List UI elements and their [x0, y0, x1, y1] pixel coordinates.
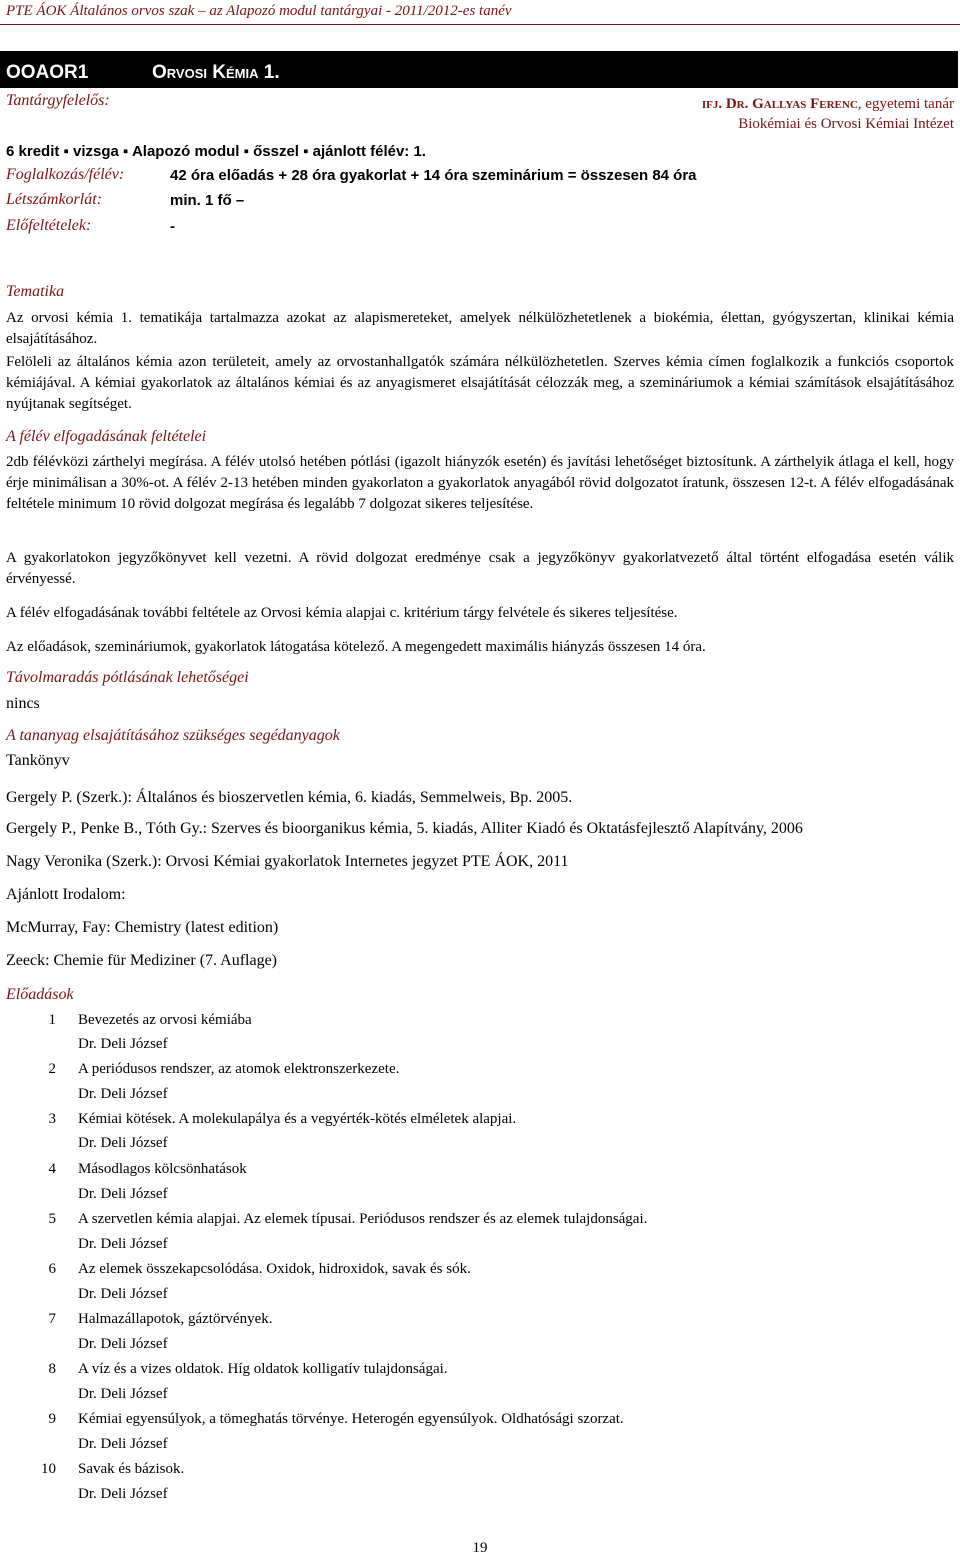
- lecture-number: 2: [48, 1061, 56, 1077]
- lecture-title: A víz és a vizes oldatok. Híg oldatok kolligatív tulajdonságai.: [78, 1361, 448, 1377]
- felev-paragraph-3: A félév elfogadásának további feltétele az Orvosi kémia alapjai c. kritérium tárgy felvétele és sikeres teljesítése.: [6, 605, 678, 621]
- tematika-paragraph-2: Felöleli az általános kémia azon területeit, amely az orvostanhallgatók számára nélkülözhetetlen. Szerves kémia címen foglalkozik a funkciós csoportok kémiájával. A kémiai gyakorlatok az általános kémiai és az anyagismeret elsajátítását célozzák meg, a szemináriumok a kémiai számítások elsajátításához nyújtanak segítséget.: [6, 354, 954, 412]
- lecture-number: 5: [48, 1211, 56, 1227]
- lecture-lecturer: Dr. Deli József: [78, 1186, 168, 1202]
- lecture-title: Kémiai kötések. A molekulapálya és a vegyérték-kötés elméletek alapjai.: [78, 1111, 517, 1127]
- lecture-title: Kémiai egyensúlyok, a tömeghatás törvénye. Heterogén egyensúlyok. Oldhatósági szorzat.: [78, 1411, 624, 1427]
- lecture-number: 6: [48, 1261, 56, 1277]
- limit-label: Létszámkorlát:: [6, 191, 102, 208]
- lecture-lecturer: Dr. Deli József: [78, 1135, 168, 1151]
- tankonyv-label: Tankönyv: [6, 752, 70, 769]
- lecture-number: 3: [48, 1111, 56, 1127]
- section-tematika: Tematika: [6, 283, 65, 300]
- felev-paragraph-4: Az előadások, szemináriumok, gyakorlatok látogatása kötelező. A megengedett maximális hiányzás összesen 14 óra.: [6, 639, 706, 655]
- lecture-lecturer: Dr. Deli József: [78, 1336, 168, 1352]
- book-item: Gergely P. (Szerk.): Általános és bioszervetlen kémia, 6. kiadás, Semmelweis, Bp. 2005.: [6, 789, 573, 806]
- felev-paragraph-1: 2db félévközi zárthelyi megírása. A félév utolsó hetében pótlási (igazolt hiányzók esetén) és javítási lehetőséget biztosítunk. A zárthelyik átlaga el kell, hogy érje minimálisan a 30%-ot. A félév 2-13 hetében minden gyakorlaton a gyakorlatok anyagából rövid dolgozatot íratunk, összesen 12-t. A félév elfogadásának feltétele minimum 10 rövid dolgozat megírása és legalább 7 dolgozat sikeres teljesítése.: [6, 454, 954, 512]
- lecture-number: 7: [48, 1311, 56, 1327]
- limit-value: min. 1 fő –: [170, 192, 245, 209]
- responsible-block: [702, 94, 954, 134]
- recommended-label: Ajánlott Irodalom:: [6, 886, 126, 903]
- lecture-title: A periódusos rendszer, az atomok elektronszerkezete.: [78, 1061, 400, 1077]
- recommended-item: Zeeck: Chemie für Mediziner (7. Auflage): [6, 952, 277, 969]
- tavolmaradas-value: nincs: [6, 695, 40, 712]
- course-code: OOAOR1: [6, 62, 89, 83]
- felev-paragraph-2: A gyakorlatokon jegyzőkönyvet kell vezetni. A rövid dolgozat eredménye csak a jegyzőkönyv gyakorlatvezető által történt elfogadása esetén válik érvényessé.: [6, 550, 954, 587]
- tematika-paragraph-1: Az orvosi kémia 1. tematikája tartalmazza azokat az alapismereteket, amelyek nélkülözhetetlenek a biokémia, élettan, gyógyszertan, klinikai kémia elsajátításához.: [6, 310, 954, 347]
- book-item: Nagy Veronika (Szerk.): Orvosi Kémiai gyakorlatok Internetes jegyzet PTE ÁOK, 2011: [6, 853, 569, 870]
- course-title: Orvosi Kémia 1.: [152, 62, 280, 83]
- lecture-lecturer: Dr. Deli József: [78, 1036, 168, 1052]
- header-rule: [0, 24, 960, 25]
- lecture-title: Halmazállapotok, gáztörvények.: [78, 1311, 273, 1327]
- lecture-title: Bevezetés az orvosi kémiába: [78, 1012, 252, 1028]
- lecture-number: 9: [48, 1411, 56, 1427]
- page-header: PTE ÁOK Általános orvos szak – az Alapozó modul tantárgyai - 2011/2012-es tanév: [6, 3, 512, 19]
- section-segedanyag: A tananyag elsajátításához szükséges segédanyagok: [6, 727, 340, 744]
- lecture-title: Az elemek összekapcsolódása. Oxidok, hidroxidok, savak és sók.: [78, 1261, 471, 1277]
- section-eloadasok: Előadások: [6, 986, 74, 1003]
- lecture-lecturer: Dr. Deli József: [78, 1236, 168, 1252]
- lecture-number: 4: [48, 1161, 56, 1177]
- lecture-number: 10: [41, 1461, 56, 1477]
- section-felev: A félév elfogadásának feltételei: [6, 428, 207, 445]
- prereq-value: -: [170, 218, 175, 235]
- section-tavolmaradas: Távolmaradás pótlásának lehetőségei: [6, 669, 249, 686]
- responsible-title: , egyetemi tanár: [857, 96, 954, 112]
- lecture-title: A szervetlen kémia alapjai. Az elemek típusai. Periódusos rendszer és az elemek tulajdonságai.: [78, 1211, 648, 1227]
- course-banner: [0, 51, 958, 88]
- course-info-line: 6 kredit ▪ vizsga ▪ Alapozó modul ▪ ősszel ▪ ajánlott félév: 1.: [6, 143, 426, 160]
- lecture-number: 8: [48, 1361, 56, 1377]
- lecture-lecturer: Dr. Deli József: [78, 1386, 168, 1402]
- page-number: 19: [472, 1540, 488, 1556]
- prereq-label: Előfeltételek:: [6, 217, 92, 234]
- lecture-lecturer: Dr. Deli József: [78, 1286, 168, 1302]
- lecture-lecturer: Dr. Deli József: [78, 1486, 168, 1502]
- hours-value: 42 óra előadás + 28 óra gyakorlat + 14 óra szeminárium = összesen 84 óra: [170, 167, 697, 184]
- book-item: Gergely P., Penke B., Tóth Gy.: Szerves és bioorganikus kémia, 5. kiadás, Alliter Kiadó és Oktatásfejlesztő Alapítvány, 2006: [6, 820, 803, 837]
- responsible-name: ifj. Dr. Gallyas Ferenc: [701, 96, 858, 112]
- lecture-title: Savak és bázisok.: [78, 1461, 185, 1477]
- lecture-lecturer: Dr. Deli József: [78, 1086, 168, 1102]
- responsible-label: Tantárgyfelelős:: [6, 92, 110, 109]
- lecture-lecturer: Dr. Deli József: [78, 1436, 168, 1452]
- institute: Biokémiai és Orvosi Kémiai Intézet: [738, 116, 954, 132]
- hours-label: Foglalkozás/félév:: [6, 166, 125, 183]
- lecture-title: Másodlagos kölcsönhatások: [78, 1161, 247, 1177]
- lecture-number: 1: [48, 1012, 56, 1028]
- recommended-item: McMurray, Fay: Chemistry (latest edition): [6, 919, 279, 936]
